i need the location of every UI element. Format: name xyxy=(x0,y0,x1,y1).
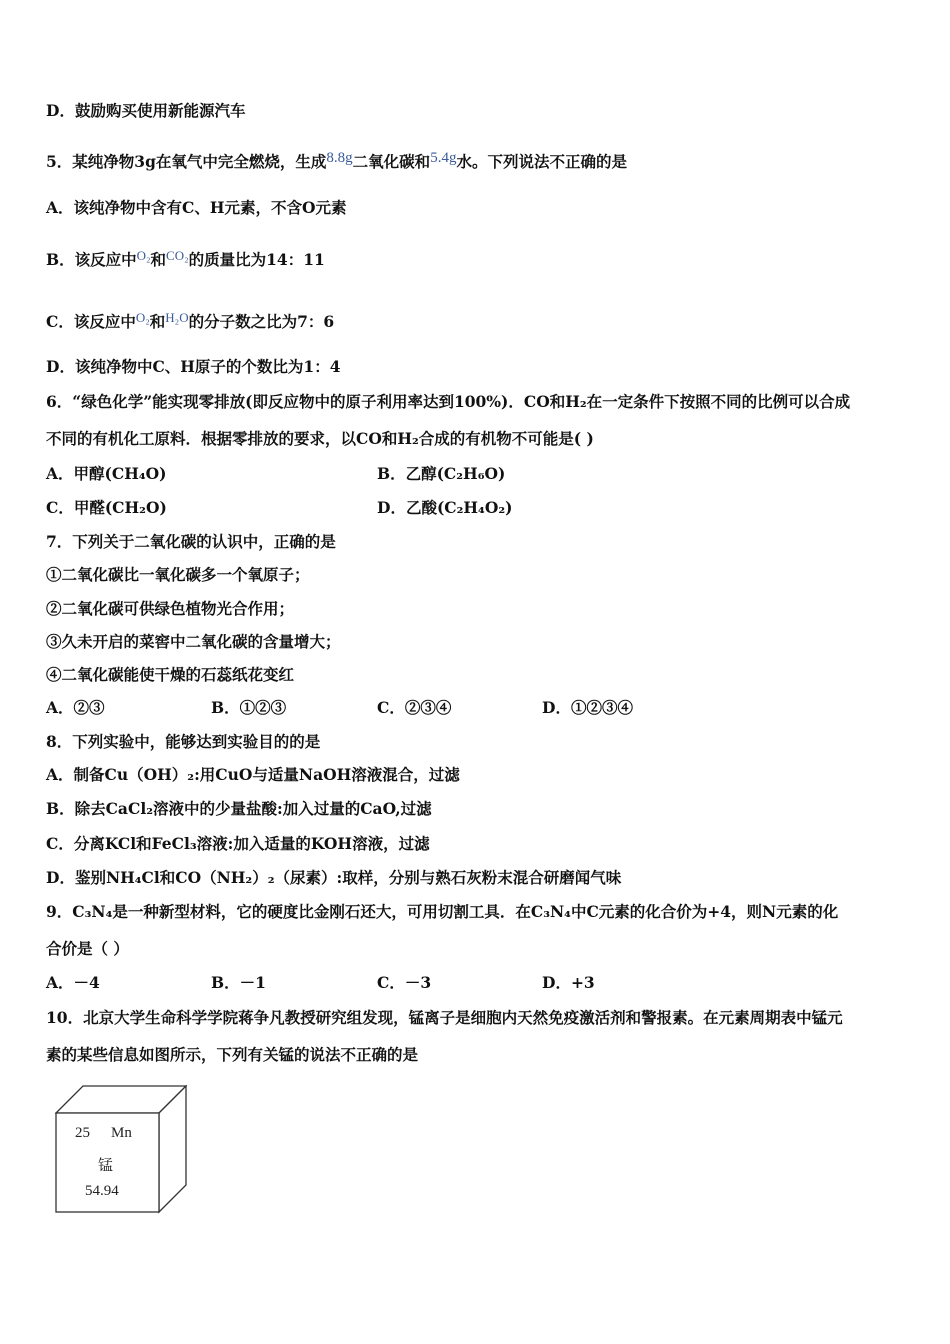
q10-stem-line1: 10．北京大学生命科学学院蒋争凡教授研究组发现，锰离子是细胞内天然免疫激活剂和警报素。在元素周期表中锰元 xyxy=(46,1008,843,1027)
q6-stem-line2: 不同的有机化工原料．根据零排放的要求，以CO和H₂合成的有机物不可能是( ) xyxy=(46,429,594,448)
q5-stem xyxy=(46,148,627,172)
q7-option-b: B．①②③ xyxy=(211,698,287,717)
q8-option-d: D．鉴别NH₄Cl和CO（NH₂）₂（尿素）:取样，分别与熟石灰粉末混合研磨闻气味 xyxy=(46,868,622,887)
element-name: 锰 xyxy=(98,1156,114,1174)
q5-stem-b: 二氧化碳和 xyxy=(352,152,431,171)
q4-option-d: D．鼓励购买使用新能源汽车 xyxy=(46,101,246,120)
q6-option-d: D．乙酸(C₂H₄O₂) xyxy=(377,498,513,517)
q8-option-b: B．除去CaCl₂溶液中的少量盐酸:加入过量的CaO,过滤 xyxy=(46,799,432,818)
q7-option-a: A．②③ xyxy=(46,698,105,717)
q9-option-b: B．－1 xyxy=(211,973,266,992)
q5-option-c-h2o: H₂O xyxy=(165,310,189,325)
q5-option-c-o2: O₂ xyxy=(135,310,150,325)
q6-option-c: C．甲醛(CH₂O) xyxy=(46,498,167,517)
q7-statement-1: ①二氧化碳比一氧化碳多一个氧原子； xyxy=(46,565,310,584)
q9-option-a: A．－4 xyxy=(46,973,100,992)
q5-option-c-b: 的分子数之比为7：6 xyxy=(188,312,335,331)
q5-stem-c: 水。下列说法不正确的是 xyxy=(456,152,627,171)
q8-option-a: A．制备Cu（OH）₂:用CuO与适量NaOH溶液混合，过滤 xyxy=(46,765,460,784)
q5-option-b-b: 的质量比为14：11 xyxy=(188,250,325,269)
q6-option-a: A．甲醇(CH₄O) xyxy=(46,464,167,483)
q5-option-c-a: C．该反应中 xyxy=(46,312,136,331)
q7-statement-2: ②二氧化碳可供绿色植物光合作用； xyxy=(46,599,295,618)
element-atomic-mass: 54.94 xyxy=(85,1183,119,1199)
q7-option-d: D．①②③④ xyxy=(542,698,633,717)
q5-option-b xyxy=(46,246,325,270)
q8-option-c: C．分离KCl和FeCl₃溶液:加入适量的KOH溶液，过滤 xyxy=(46,834,430,853)
q5-option-b-and: 和 xyxy=(150,250,167,269)
q5-option-a: A．该纯净物中含有C、H元素，不含O元素 xyxy=(46,198,347,217)
q9-stem-line1: 9．C₃N₄是一种新型材料，它的硬度比金刚石还大，可用切割工具．在C₃N₄中C元素的化合价为+4，则N元素的化 xyxy=(46,902,839,921)
element-card-box xyxy=(55,1085,187,1215)
q7-option-c: C．②③④ xyxy=(377,698,452,717)
q9-stem-line2: 合价是（ ） xyxy=(46,939,129,958)
q10-stem-line2: 素的某些信息如图所示，下列有关锰的说法不正确的是 xyxy=(46,1045,419,1064)
q8-stem: 8．下列实验中，能够达到实验目的的是 xyxy=(46,732,321,751)
q5-option-c-and: 和 xyxy=(149,312,166,331)
q7-stem: 7．下列关于二氧化碳的认识中，正确的是 xyxy=(46,532,336,551)
element-atomic-number: 25 xyxy=(75,1125,90,1141)
element-card-manganese xyxy=(55,1085,187,1215)
q7-statement-3: ③久未开启的菜窖中二氧化碳的含量增大； xyxy=(46,632,341,651)
q6-option-b: B．乙醇(C₂H₆O) xyxy=(377,464,506,483)
q5-option-d: D．该纯净物中C、H原子的个数比为1：4 xyxy=(46,357,341,376)
q6-stem-line1: 6．“绿色化学”能实现零排放(即反应物中的原子利用率达到100%)．CO和H₂在一定条件下按照不同的比例可以合成 xyxy=(46,392,851,411)
q9-option-d: D．+3 xyxy=(542,973,595,992)
q5-option-b-o2: O₂ xyxy=(136,248,151,263)
q5-mass-h2o: 5.4g xyxy=(430,150,457,166)
q5-option-b-co2: CO₂ xyxy=(166,248,189,263)
q5-option-c xyxy=(46,308,334,332)
q5-stem-a: 5．某纯净物3g在氧气中完全燃烧，生成 xyxy=(46,152,327,171)
q7-statement-4: ④二氧化碳能使干燥的石蕊纸花变红 xyxy=(46,665,295,684)
q9-option-c: C．－3 xyxy=(377,973,432,992)
q5-mass-co2: 8.8g xyxy=(326,150,353,166)
element-symbol: Mn xyxy=(111,1125,132,1141)
q5-option-b-a: B．该反应中 xyxy=(46,250,137,269)
